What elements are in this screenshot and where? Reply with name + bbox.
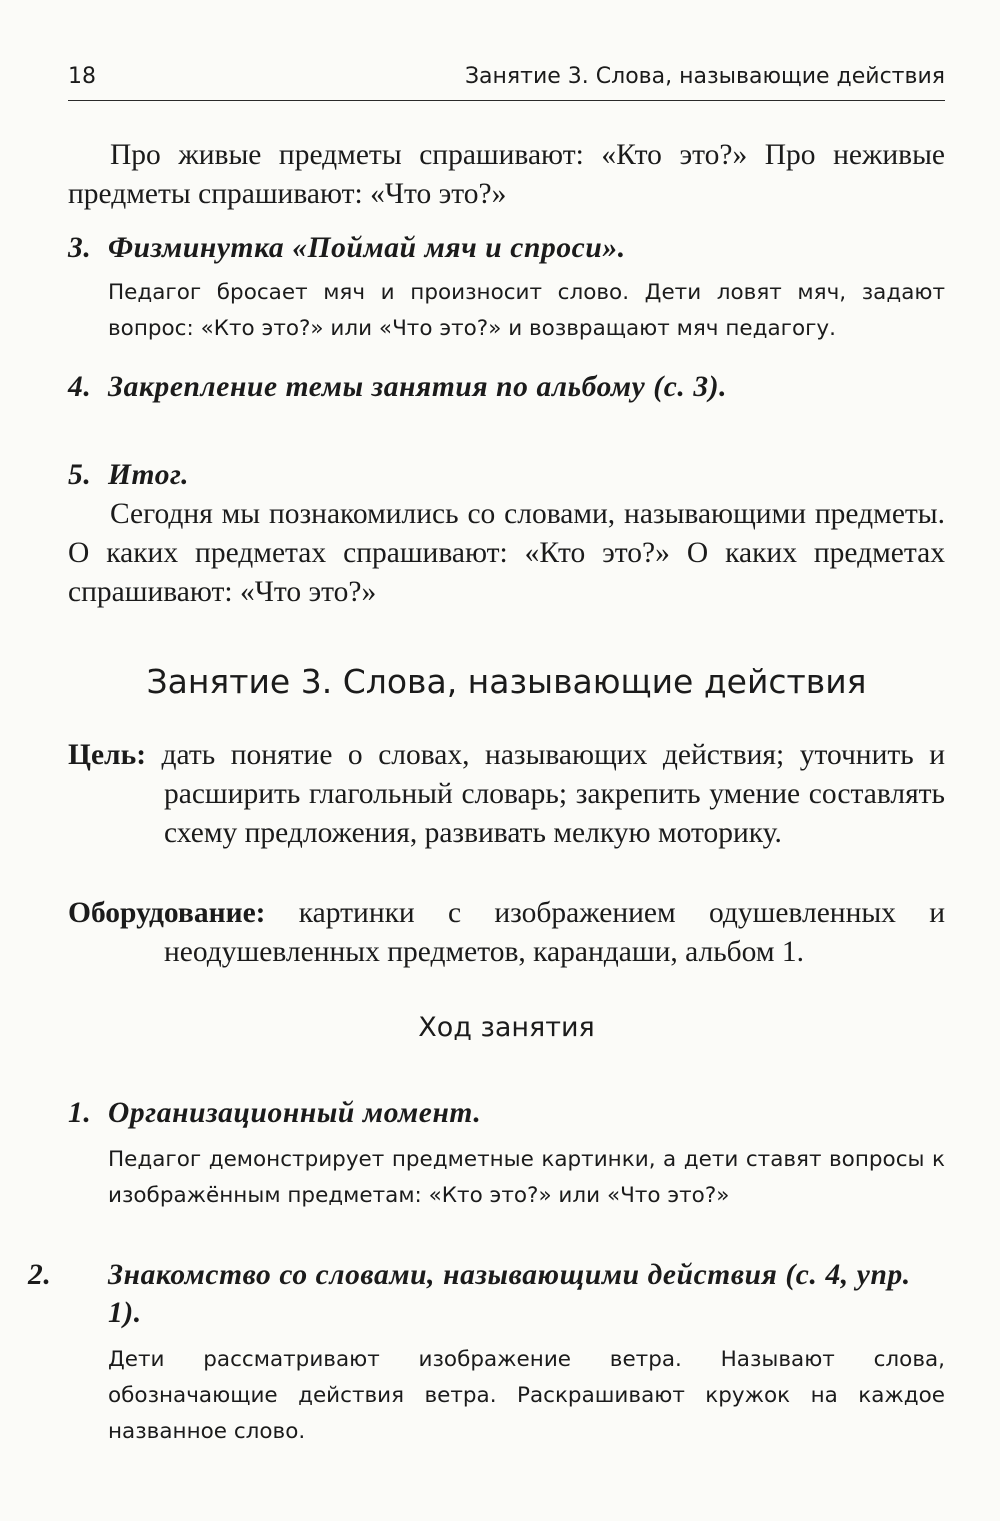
item-title: Итог.	[108, 459, 190, 491]
lesson-equipment	[68, 894, 945, 972]
item-number: 5.	[68, 459, 92, 491]
page-number: 18	[68, 64, 96, 89]
course-heading: Ход занятия	[418, 1012, 595, 1043]
goal-label: Цель:	[68, 739, 147, 771]
item-number: 3.	[68, 232, 92, 264]
item-number: 2.	[28, 1259, 52, 1291]
item-number: 1.	[68, 1097, 92, 1129]
item-title: Организационный момент.	[108, 1097, 482, 1129]
goal-text: дать понятие о словах, называющих действия; уточнить и расширить глагольный словарь; закрепить умение составлять схему предложения, развивать мелкую моторику.	[161, 739, 946, 849]
prev-item-4	[68, 368, 945, 406]
equipment-text: картинки с изображением одушевленных и неодушевленных предметов, карандаши, альбом 1.	[164, 897, 946, 968]
item-text: Сегодня мы познакомились со словами, называющими предметы. О каких предметах спрашивают: «Кто это?» О каких предметах спрашивают: «Что это?»	[68, 498, 945, 608]
prev-item-5	[68, 456, 945, 612]
intro-paragraph: Про живые предметы спрашивают: «Кто это?» Про неживые предметы спрашивают: «Что это?»	[68, 139, 945, 210]
item-title: Закрепление темы занятия по альбому (с. 3).	[108, 371, 728, 403]
item-title: Знакомство со словами, называющими действия (с. 4, упр. 1).	[108, 1259, 911, 1329]
lesson-item-2	[28, 1256, 945, 1450]
running-title: Занятие 3. Слова, называющие действия	[464, 64, 945, 89]
item-title: Физминутка «Поймай мяч и спроси».	[108, 232, 626, 264]
lesson-goal	[68, 736, 945, 853]
item-text: Педагог демонстрирует предметные картинки, а дети ставят вопросы к изображённым предметам: «Кто это?» или «Что это?»	[108, 1147, 945, 1208]
lesson-title: Занятие 3. Слова, называющие действия	[146, 662, 867, 701]
page-header	[68, 60, 945, 101]
equipment-label: Оборудование:	[68, 897, 266, 929]
item-text: Педагог бросает мяч и произносит слово. Дети ловят мяч, задают вопрос: «Кто это?» или «Что это?» и возвращают мяч педагогу.	[108, 280, 945, 341]
prev-item-3	[68, 229, 945, 347]
item-number: 4.	[68, 371, 92, 403]
item-text: Дети рассматривают изображение ветра. Называют слова, обозначающие действия ветра. Раскрашивают кружок на каждое названное слово.	[108, 1347, 945, 1444]
lesson-item-1	[68, 1094, 945, 1214]
